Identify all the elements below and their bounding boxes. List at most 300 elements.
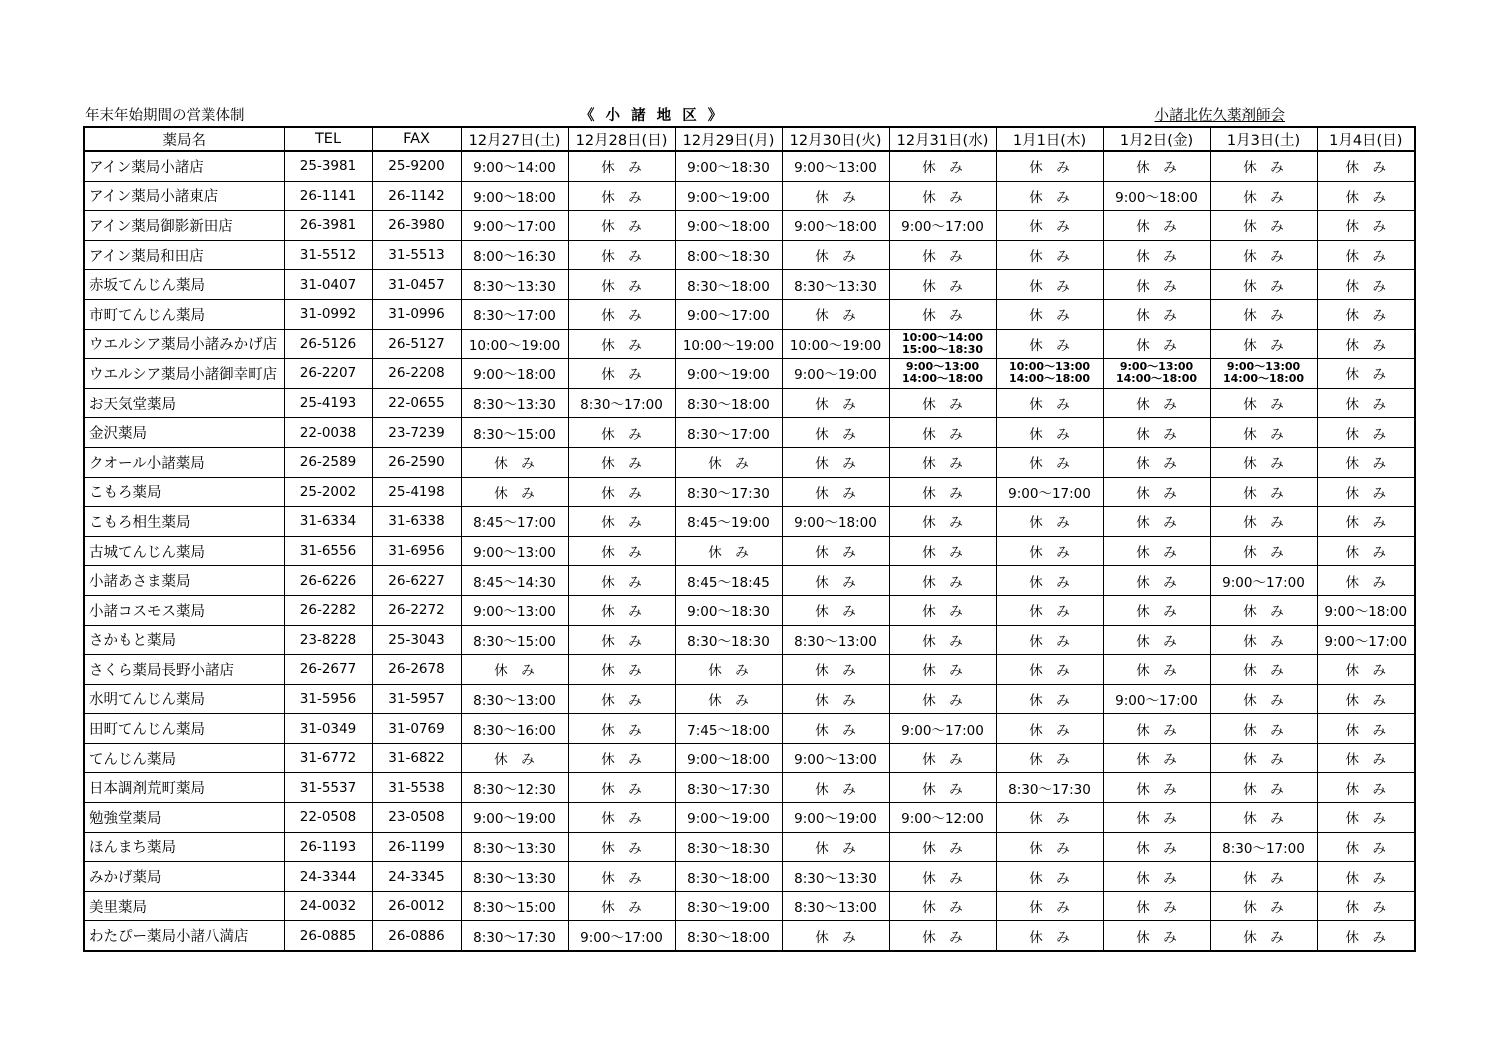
- hours-cell: 休 み: [461, 477, 568, 507]
- hours-cell: 休 み: [1103, 211, 1210, 241]
- hours-cell: 休 み: [889, 447, 996, 477]
- hours-cell: 8:30～15:00: [461, 418, 568, 448]
- tel-cell: 22-0038: [284, 418, 372, 448]
- pharmacy-name: ほんまち薬局: [84, 832, 284, 862]
- table-row: [84, 240, 1415, 270]
- table-row: [84, 181, 1415, 211]
- hours-cell: 休 み: [1210, 211, 1317, 241]
- hours-cell: 休 み: [568, 447, 675, 477]
- pharmacy-name: こもろ相生薬局: [84, 507, 284, 537]
- table-row: [84, 270, 1415, 300]
- fax-cell: 31-5538: [372, 773, 461, 803]
- hours-cell: 休 み: [889, 536, 996, 566]
- fax-cell: 31-0457: [372, 270, 461, 300]
- tel-cell: 26-5126: [284, 329, 372, 359]
- hours-cell: 休 み: [1103, 240, 1210, 270]
- column-header: TEL: [284, 127, 372, 151]
- hours-cell: 休 み: [568, 211, 675, 241]
- tel-cell: 26-1193: [284, 832, 372, 862]
- hours-cell: 9:00～13:00: [461, 536, 568, 566]
- fax-cell: 26-2590: [372, 447, 461, 477]
- hours-cell: 9:00～18:30: [675, 595, 782, 625]
- hours-cell: 休 み: [996, 329, 1103, 359]
- table-row: [84, 299, 1415, 329]
- hours-cell: 休 み: [568, 862, 675, 892]
- hours-cell: 休 み: [568, 418, 675, 448]
- hours-cell: 休 み: [1103, 862, 1210, 892]
- hours-cell: 9:00～18:30: [675, 151, 782, 181]
- tel-cell: 22-0508: [284, 803, 372, 833]
- hours-cell: 9:00～17:00: [1210, 566, 1317, 596]
- time-range: 14:00～18:00: [1222, 372, 1305, 386]
- fax-cell: 31-6956: [372, 536, 461, 566]
- hours-cell: [996, 359, 1103, 389]
- hours-cell: 9:00～17:00: [568, 921, 675, 951]
- table-row: [84, 447, 1415, 477]
- hours-cell: 休 み: [782, 299, 889, 329]
- table-row: [84, 211, 1415, 241]
- hours-cell: 8:00～18:30: [675, 240, 782, 270]
- hours-cell: 8:30～12:30: [461, 773, 568, 803]
- hours-cell: 休 み: [1103, 418, 1210, 448]
- pharmacy-name: 美里薬局: [84, 891, 284, 921]
- hours-cell: 休 み: [782, 181, 889, 211]
- time-range: 9:00～13:00: [1226, 360, 1301, 374]
- hours-cell: 休 み: [1317, 270, 1415, 300]
- hours-cell: 休 み: [889, 240, 996, 270]
- hours-cell: 休 み: [1317, 536, 1415, 566]
- hours-cell: 休 み: [889, 418, 996, 448]
- fax-cell: 24-3345: [372, 862, 461, 892]
- hours-cell: 休 み: [1317, 921, 1415, 951]
- district-title: 《 小 諸 地 区 》: [580, 108, 726, 124]
- fax-cell: 31-0769: [372, 714, 461, 744]
- hours-cell: 休 み: [1103, 743, 1210, 773]
- hours-cell: 9:00～19:00: [675, 181, 782, 211]
- column-header: 薬局名: [84, 127, 284, 151]
- hours-cell: 9:00～17:00: [1317, 625, 1415, 655]
- hours-cell: 休 み: [889, 684, 996, 714]
- table-row: [84, 388, 1415, 418]
- hours-cell: 休 み: [568, 181, 675, 211]
- fax-cell: 25-4198: [372, 477, 461, 507]
- hours-cell: 休 み: [1317, 151, 1415, 181]
- hours-cell: 9:00～14:00: [461, 151, 568, 181]
- pharmacy-name: 古城てんじん薬局: [84, 536, 284, 566]
- table-row: [84, 803, 1415, 833]
- hours-cell: 休 み: [996, 595, 1103, 625]
- table-header-row: [84, 127, 1415, 151]
- hours-cell: 休 み: [568, 536, 675, 566]
- pharmacy-name: クオール小諸薬局: [84, 447, 284, 477]
- hours-cell: 8:30～18:00: [675, 862, 782, 892]
- hours-cell: 8:30～17:30: [461, 921, 568, 951]
- tel-cell: 26-1141: [284, 181, 372, 211]
- hours-cell: 休 み: [996, 743, 1103, 773]
- hours-cell: 休 み: [996, 536, 1103, 566]
- pharmacy-name: アイン薬局和田店: [84, 240, 284, 270]
- hours-cell: 休 み: [675, 655, 782, 685]
- hours-cell: 休 み: [782, 714, 889, 744]
- hours-cell: 休 み: [1103, 270, 1210, 300]
- tel-cell: 23-8228: [284, 625, 372, 655]
- table-row: [84, 743, 1415, 773]
- hours-cell: 8:30～13:30: [461, 270, 568, 300]
- hours-cell: 休 み: [996, 862, 1103, 892]
- hours-cell: 9:00～19:00: [675, 803, 782, 833]
- fax-cell: 26-1142: [372, 181, 461, 211]
- time-range: 15:00～18:30: [901, 342, 984, 356]
- hours-cell: 休 み: [782, 447, 889, 477]
- hours-cell: 休 み: [1210, 270, 1317, 300]
- hours-cell: 10:00～19:00: [782, 329, 889, 359]
- hours-cell: 休 み: [1317, 655, 1415, 685]
- pharmacy-name: ウエルシア薬局小諸御幸町店: [84, 359, 284, 389]
- hours-cell: 休 み: [461, 655, 568, 685]
- pharmacy-name: お天気堂薬局: [84, 388, 284, 418]
- hours-cell: 休 み: [889, 921, 996, 951]
- hours-cell: 8:30～18:30: [675, 832, 782, 862]
- hours-cell: 休 み: [889, 388, 996, 418]
- hours-cell: 8:30～13:30: [782, 270, 889, 300]
- hours-cell: 休 み: [782, 832, 889, 862]
- hours-cell: 休 み: [1317, 359, 1415, 389]
- hours-cell: 8:30～13:30: [461, 832, 568, 862]
- tel-cell: 24-3344: [284, 862, 372, 892]
- hours-cell: 8:30～13:00: [461, 684, 568, 714]
- hours-cell: 8:30～17:00: [675, 418, 782, 448]
- hours-cell: 休 み: [889, 743, 996, 773]
- pharmacy-name: 勉強堂薬局: [84, 803, 284, 833]
- pharmacy-name: 金沢薬局: [84, 418, 284, 448]
- hours-cell: 休 み: [1103, 299, 1210, 329]
- hours-cell: 9:00～12:00: [889, 803, 996, 833]
- hours-cell: 休 み: [1210, 862, 1317, 892]
- pharmacy-name: 日本調剤荒町薬局: [84, 773, 284, 803]
- hours-cell: 9:00～18:00: [1317, 595, 1415, 625]
- column-header: 12月31日(水): [889, 127, 996, 151]
- hours-cell: 休 み: [1103, 832, 1210, 862]
- hours-cell: 休 み: [1103, 447, 1210, 477]
- pharmacy-name: 小諸あさま薬局: [84, 566, 284, 596]
- hours-cell: 休 み: [1210, 299, 1317, 329]
- hours-cell: 休 み: [996, 270, 1103, 300]
- tel-cell: 31-6772: [284, 743, 372, 773]
- hours-cell: 休 み: [1210, 714, 1317, 744]
- document-header: [83, 104, 1414, 126]
- hours-cell: 休 み: [1317, 181, 1415, 211]
- column-header: 12月28日(日): [568, 127, 675, 151]
- fax-cell: 26-2678: [372, 655, 461, 685]
- tel-cell: 26-2282: [284, 595, 372, 625]
- hours-cell: 休 み: [996, 447, 1103, 477]
- hours-cell: 休 み: [996, 655, 1103, 685]
- hours-cell: 休 み: [568, 625, 675, 655]
- hours-cell: 休 み: [1210, 240, 1317, 270]
- hours-cell: 休 み: [1103, 921, 1210, 951]
- hours-cell: 8:30～17:00: [461, 299, 568, 329]
- hours-cell: 休 み: [568, 151, 675, 181]
- hours-cell: 休 み: [782, 536, 889, 566]
- hours-cell: 休 み: [1210, 595, 1317, 625]
- hours-cell: 休 み: [782, 477, 889, 507]
- table-row: [84, 566, 1415, 596]
- table-row: [84, 714, 1415, 744]
- tel-cell: 25-2002: [284, 477, 372, 507]
- hours-cell: 休 み: [782, 773, 889, 803]
- hours-cell: 休 み: [996, 921, 1103, 951]
- tel-cell: 31-5512: [284, 240, 372, 270]
- hours-cell: 休 み: [1103, 891, 1210, 921]
- hours-cell: 8:30～18:00: [675, 270, 782, 300]
- hours-cell: [889, 359, 996, 389]
- tel-cell: 26-2589: [284, 447, 372, 477]
- pharmacy-name: 市町てんじん薬局: [84, 299, 284, 329]
- time-range: 10:00～13:00: [1008, 360, 1091, 374]
- hours-cell: 9:00～19:00: [675, 359, 782, 389]
- tel-cell: 24-0032: [284, 891, 372, 921]
- pharmacy-name: 赤坂てんじん薬局: [84, 270, 284, 300]
- hours-cell: 休 み: [1210, 181, 1317, 211]
- hours-cell: 休 み: [996, 240, 1103, 270]
- hours-cell: 休 み: [782, 240, 889, 270]
- tel-cell: 31-5956: [284, 684, 372, 714]
- hours-cell: [1103, 359, 1210, 389]
- hours-cell: 休 み: [1103, 507, 1210, 537]
- column-header: FAX: [372, 127, 461, 151]
- pharmacy-name: ウエルシア薬局小諸みかげ店: [84, 329, 284, 359]
- fax-cell: 26-5127: [372, 329, 461, 359]
- hours-cell: 休 み: [996, 714, 1103, 744]
- time-range: 9:00～13:00: [905, 360, 980, 374]
- hours-cell: 9:00～18:00: [675, 743, 782, 773]
- tel-cell: 31-0407: [284, 270, 372, 300]
- hours-cell: 9:00～18:00: [675, 211, 782, 241]
- table-row: [84, 832, 1415, 862]
- hours-cell: 休 み: [1317, 714, 1415, 744]
- hours-cell: 8:30～13:30: [461, 388, 568, 418]
- hours-cell: 8:30～13:30: [461, 862, 568, 892]
- hours-cell: 休 み: [1317, 418, 1415, 448]
- table-row: [84, 536, 1415, 566]
- hours-cell: 9:00～17:00: [675, 299, 782, 329]
- hours-cell: 休 み: [996, 566, 1103, 596]
- hours-cell: 休 み: [1317, 803, 1415, 833]
- pharmacy-name: 田町てんじん薬局: [84, 714, 284, 744]
- hours-cell: 8:30～13:00: [782, 625, 889, 655]
- pharmacy-name: さくら薬局長野小諸店: [84, 655, 284, 685]
- hours-cell: 休 み: [1210, 891, 1317, 921]
- hours-cell: 休 み: [568, 477, 675, 507]
- hours-cell: 休 み: [889, 595, 996, 625]
- hours-cell: 休 み: [1210, 507, 1317, 537]
- hours-cell: 休 み: [889, 655, 996, 685]
- hours-cell: 休 み: [996, 299, 1103, 329]
- hours-cell: 休 み: [889, 625, 996, 655]
- table-row: [84, 151, 1415, 181]
- hours-cell: 9:00～17:00: [996, 477, 1103, 507]
- fax-cell: 31-6822: [372, 743, 461, 773]
- table-row: [84, 773, 1415, 803]
- fax-cell: 26-2272: [372, 595, 461, 625]
- pharmacy-name: アイン薬局御影新田店: [84, 211, 284, 241]
- hours-cell: 9:00～13:00: [782, 743, 889, 773]
- hours-cell: 休 み: [1317, 447, 1415, 477]
- tel-cell: 31-0992: [284, 299, 372, 329]
- fax-cell: 25-9200: [372, 151, 461, 181]
- hours-cell: 休 み: [461, 447, 568, 477]
- hours-cell: 休 み: [889, 862, 996, 892]
- table-row: [84, 891, 1415, 921]
- time-range: 10:00～14:00: [901, 330, 984, 344]
- hours-cell: 8:30～17:30: [675, 773, 782, 803]
- hours-cell: 8:30～15:00: [461, 891, 568, 921]
- column-header: 1月4日(日): [1317, 127, 1415, 151]
- column-header: 1月1日(木): [996, 127, 1103, 151]
- table-row: [84, 655, 1415, 685]
- hours-cell: 休 み: [782, 418, 889, 448]
- fax-cell: 23-7239: [372, 418, 461, 448]
- hours-cell: 休 み: [782, 595, 889, 625]
- table-row: [84, 418, 1415, 448]
- hours-cell: 9:00～17:00: [461, 211, 568, 241]
- hours-cell: 9:00～19:00: [461, 803, 568, 833]
- hours-cell: 9:00～17:00: [889, 714, 996, 744]
- fax-cell: 31-0996: [372, 299, 461, 329]
- hours-cell: 休 み: [889, 477, 996, 507]
- hours-cell: 休 み: [889, 773, 996, 803]
- tel-cell: 25-4193: [284, 388, 372, 418]
- hours-cell: 10:00～19:00: [461, 329, 568, 359]
- tel-cell: 26-2207: [284, 359, 372, 389]
- column-header: 1月3日(土): [1210, 127, 1317, 151]
- hours-cell: 休 み: [1210, 743, 1317, 773]
- hours-cell: 8:45～14:30: [461, 566, 568, 596]
- holiday-schedule-table: [83, 126, 1416, 952]
- hours-cell: 10:00～19:00: [675, 329, 782, 359]
- hours-cell: 休 み: [996, 388, 1103, 418]
- hours-cell: 休 み: [782, 388, 889, 418]
- hours-cell: 休 み: [1103, 714, 1210, 744]
- pharmacy-name: 水明てんじん薬局: [84, 684, 284, 714]
- hours-cell: 休 み: [1317, 832, 1415, 862]
- hours-cell: 休 み: [1210, 151, 1317, 181]
- hours-cell: 休 み: [1317, 743, 1415, 773]
- hours-cell: 9:00～19:00: [782, 803, 889, 833]
- hours-cell: 休 み: [1210, 921, 1317, 951]
- hours-cell: 8:00～16:30: [461, 240, 568, 270]
- time-range: 14:00～18:00: [1115, 372, 1198, 386]
- hours-cell: 休 み: [1317, 891, 1415, 921]
- hours-cell: 休 み: [889, 566, 996, 596]
- hours-cell: 8:45～19:00: [675, 507, 782, 537]
- tel-cell: 26-6226: [284, 566, 372, 596]
- hours-cell: 休 み: [568, 714, 675, 744]
- fax-cell: 25-3043: [372, 625, 461, 655]
- hours-cell: 9:00～13:00: [782, 151, 889, 181]
- hours-cell: 休 み: [1210, 773, 1317, 803]
- hours-cell: 休 み: [1210, 388, 1317, 418]
- hours-cell: 8:30～13:30: [782, 862, 889, 892]
- hours-cell: 休 み: [568, 329, 675, 359]
- hours-cell: 休 み: [568, 832, 675, 862]
- time-range: 14:00～18:00: [901, 372, 984, 386]
- tel-cell: 26-0885: [284, 921, 372, 951]
- hours-cell: 休 み: [568, 359, 675, 389]
- fax-cell: 26-0886: [372, 921, 461, 951]
- hours-cell: 休 み: [1210, 684, 1317, 714]
- column-header: 12月30日(火): [782, 127, 889, 151]
- hours-cell: 9:00～18:00: [461, 181, 568, 211]
- hours-cell: 休 み: [996, 891, 1103, 921]
- hours-cell: 休 み: [1317, 773, 1415, 803]
- pharmacy-name: てんじん薬局: [84, 743, 284, 773]
- hours-cell: 8:30～18:00: [675, 388, 782, 418]
- hours-cell: 休 み: [568, 507, 675, 537]
- hours-cell: 休 み: [782, 655, 889, 685]
- hours-cell: 休 み: [675, 447, 782, 477]
- hours-cell: 休 み: [1103, 595, 1210, 625]
- hours-cell: 休 み: [1103, 151, 1210, 181]
- hours-cell: 休 み: [889, 507, 996, 537]
- table-row: [84, 921, 1415, 951]
- tel-cell: 31-6334: [284, 507, 372, 537]
- column-header: 12月29日(月): [675, 127, 782, 151]
- hours-cell: 休 み: [1103, 773, 1210, 803]
- hours-cell: 休 み: [1103, 536, 1210, 566]
- tel-cell: 26-3981: [284, 211, 372, 241]
- hours-cell: [889, 329, 996, 359]
- hours-cell: 休 み: [1103, 388, 1210, 418]
- hours-cell: 休 み: [1103, 655, 1210, 685]
- hours-cell: 休 み: [568, 299, 675, 329]
- table-body: [84, 151, 1415, 951]
- fax-cell: 31-6338: [372, 507, 461, 537]
- hours-cell: 休 み: [1210, 803, 1317, 833]
- hours-cell: 休 み: [1317, 211, 1415, 241]
- time-range: 9:00～13:00: [1119, 360, 1194, 374]
- hours-cell: 休 み: [996, 684, 1103, 714]
- hours-cell: 8:30～15:00: [461, 625, 568, 655]
- hours-cell: 9:00～17:00: [889, 211, 996, 241]
- table-row: [84, 862, 1415, 892]
- hours-cell: 休 み: [1317, 299, 1415, 329]
- hours-cell: 休 み: [568, 655, 675, 685]
- hours-cell: 8:30～17:00: [1210, 832, 1317, 862]
- hours-cell: 休 み: [1210, 625, 1317, 655]
- hours-cell: 8:30～19:00: [675, 891, 782, 921]
- hours-cell: 休 み: [1317, 507, 1415, 537]
- hours-cell: 休 み: [1210, 418, 1317, 448]
- hours-cell: 9:00～19:00: [782, 359, 889, 389]
- hours-cell: 休 み: [568, 803, 675, 833]
- hours-cell: 休 み: [568, 743, 675, 773]
- tel-cell: 31-5537: [284, 773, 372, 803]
- hours-cell: 8:45～18:45: [675, 566, 782, 596]
- hours-cell: 8:30～18:30: [675, 625, 782, 655]
- tel-cell: 25-3981: [284, 151, 372, 181]
- pharmacy-name: アイン薬局小諸店: [84, 151, 284, 181]
- hours-cell: 休 み: [996, 211, 1103, 241]
- hours-cell: 休 み: [1317, 862, 1415, 892]
- hours-cell: 休 み: [1210, 329, 1317, 359]
- table-row: [84, 329, 1415, 359]
- hours-cell: 9:00～18:00: [461, 359, 568, 389]
- hours-cell: 休 み: [1103, 803, 1210, 833]
- hours-cell: 休 み: [996, 832, 1103, 862]
- hours-cell: 休 み: [782, 566, 889, 596]
- table-row: [84, 625, 1415, 655]
